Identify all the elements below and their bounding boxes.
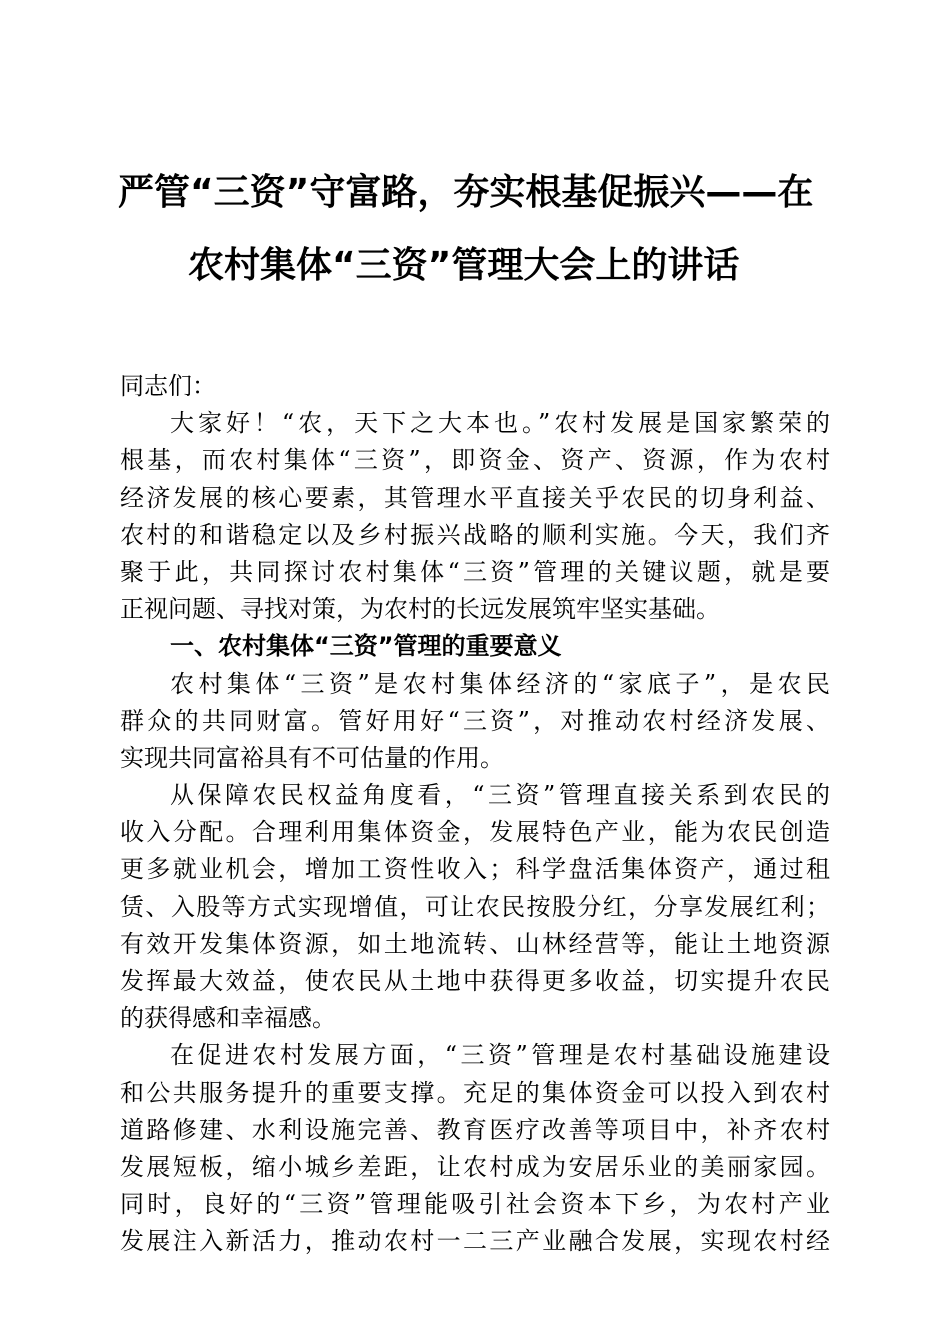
paragraph-line: 根基，而农村集体“三资”，即资金、资产、资源，作为农村	[120, 446, 830, 475]
paragraph-line: 收入分配。合理利用集体资金，发展特色产业，能为农民创造	[120, 818, 830, 847]
paragraph-line: 实现共同富裕具有不可估量的作用。	[120, 743, 504, 772]
paragraph-line: 有效开发集体资源，如土地流转、山林经营等，能让土地资源	[120, 929, 830, 958]
paragraph-line: 发挥最大效益，使农民从土地中获得更多收益，切实提升农民	[120, 967, 830, 995]
paragraph-line: 的获得感和幸福感。	[120, 1004, 336, 1033]
paragraph-line: 从保障农民权益角度看，“三资”管理直接关系到农民的	[170, 781, 830, 810]
paragraph-line: 聚于此，共同探讨农村集体“三资”管理的关键议题，就是要	[120, 557, 830, 586]
document-title-line-2: 农村集体“三资”管理大会上的讲话	[188, 245, 740, 286]
section-heading: 一、农村集体“三资”管理的重要意义	[170, 632, 562, 661]
paragraph-line: 和公共服务提升的重要支撑。充足的集体资金可以投入到农村	[120, 1078, 830, 1107]
paragraph-line: 农村集体“三资”是农村集体经济的“家底子”，是农民	[170, 669, 830, 698]
document-title-line-1: 严管“三资”守富路，夯实根基促振兴——在	[118, 172, 814, 213]
paragraph-line: 大家好！“农，天下之大本也。”农村发展是国家繁荣的	[170, 409, 830, 438]
paragraph-line: 发展注入新活力，推动农村一二三产业融合发展，实现农村经	[120, 1227, 830, 1256]
paragraph-line: 农村的和谐稳定以及乡村振兴战略的顺利实施。今天，我们齐	[120, 520, 830, 549]
paragraph-line: 更多就业机会，增加工资性收入；科学盘活集体资产，通过租	[120, 855, 830, 884]
paragraph-line: 群众的共同财富。管好用好“三资”，对推动农村经济发展、	[120, 706, 830, 735]
paragraph-line: 赁、入股等方式实现增值，可让农民按股分红，分享发展红利；	[120, 892, 830, 921]
paragraph-line: 发展短板，缩小城乡差距，让农村成为安居乐业的美丽家园。	[120, 1152, 830, 1181]
paragraph-line: 经济发展的核心要素，其管理水平直接关乎农民的切身利益、	[120, 483, 830, 512]
paragraph-line: 在促进农村发展方面，“三资”管理是农村基础设施建设	[170, 1041, 830, 1070]
paragraph-line: 正视问题、寻找对策，为农村的长远发展筑牢坚实基础。	[120, 595, 720, 624]
document-body	[120, 368, 830, 1261]
salutation: 同志们：	[120, 372, 216, 400]
paragraph-line: 同时，良好的“三资”管理能吸引社会资本下乡，为农村产业	[120, 1190, 830, 1219]
paragraph-line: 道路修建、水利设施完善、教育医疗改善等项目中，补齐农村	[120, 1115, 830, 1144]
